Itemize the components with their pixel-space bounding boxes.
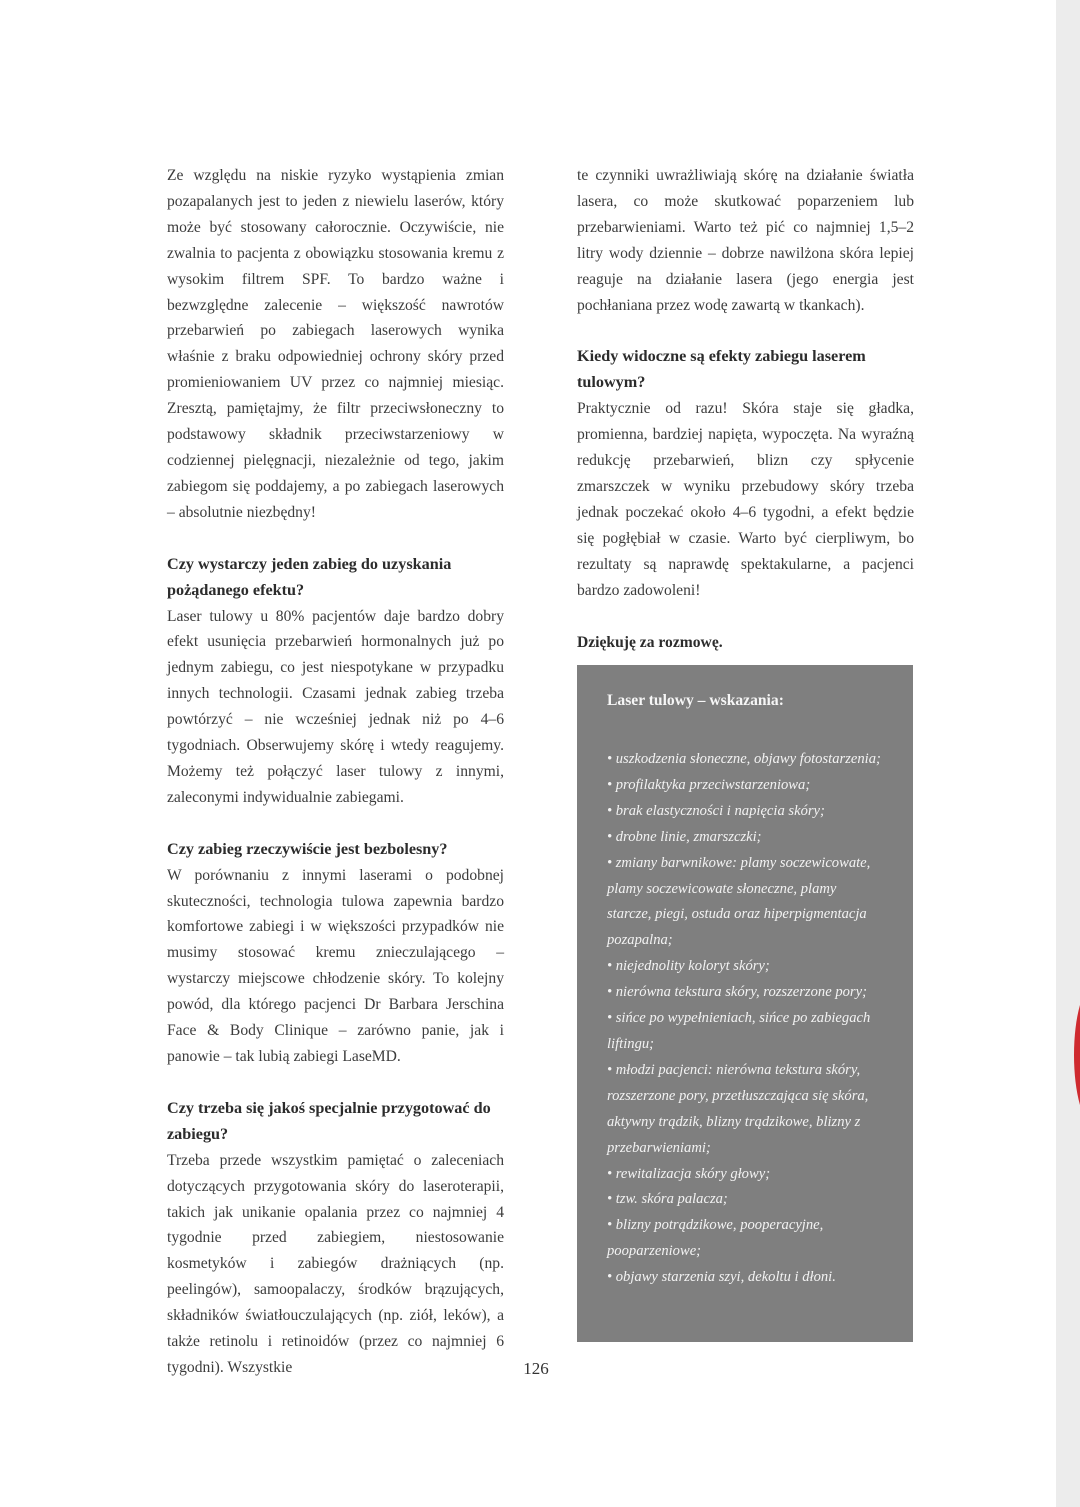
- indication-item: • młodzi pacjenci: nierówna tekstura skóry, rozszerzone pory, przetłuszczająca się skóra, aktywny trądzik, blizny trądzikowe, blizny z przebarwieniami;: [607, 1061, 869, 1156]
- indications-list: [607, 747, 883, 1291]
- answer-paragraph: Trzeba przede wszystkim pamiętać o zaleceniach dotyczących przygotowania skóry do laseroterapii, takich jak unikanie opalania przez co najmniej 4 tygodnie przed zabiegiem, niestosowanie kosmetyków i zabiegów drażniących (np. peelingów), samoopalaczy, środków brązujących, składników światłouczulających (np. ziół, leków), a także retinolu i retinoidów (przez co najmniej 6 tygodni). Wszystkie: [167, 1151, 504, 1376]
- intro-paragraph: Ze względu na niskie ryzyko wystąpienia zmian pozapalanych jest to jeden z niewielu laserów, który może być stosowany całorocznie. Oczywiście, nie zwalnia to pacjenta z obowiązku stosowania kremu z wysokim filtrem SPF. To bardzo ważne i bezwzględne zalecenie – większość nawrotów przebarwień po zabiegach laserowych wynika właśnie z braku odpowiedniej ochrony skóry przed promieniowaniem UV przez co najmniej miesiąc. Zresztą, pamiętajmy, że filtr przeciwsłoneczny to podstawowy składnik przeciwstarzeniowy w codziennej pielęgnacji, niezależnie od tego, jakim zabiegom się poddajemy, a po zabiegach laserowych – absolutnie niezbędny!: [167, 167, 504, 521]
- answer-paragraph: W porównaniu z innymi laserami o podobnej skuteczności, technologia tulowa zapewnia bardzo komfortowe zabiegi i w większości przypadków nie musimy stosować kremu znieczulającego – wystarczy miejscowe chłodzenie skóry. To kolejny powód, dla którego pacjenci Dr Barbara Jerschina Face & Body Clinique – zarówno panie, jak i panowie – tak lubią zabiegi LaseMD.: [167, 866, 504, 1065]
- indication-item: • brak elastyczności i napięcia skóry;: [607, 802, 825, 819]
- indication-item: • nierówna tekstura skóry, rozszerzone pory;: [607, 984, 867, 1001]
- continuation-paragraph: te czynniki uwrażliwiają skórę na działanie światła lasera, co może skutkować poparzeniem lub przebarwieniami. Warto też pić co najmniej 1,5–2 litry wody dziennie – dobrze nawilżona skóra lepiej reaguje na działanie lasera (jego energia jest pochłaniana przez wodę zawartą w tkankach).: [577, 167, 914, 314]
- indication-item: • profilaktyka przeciwstarzeniowa;: [607, 776, 811, 793]
- indication-item: • uszkodzenia słoneczne, objawy fotostarzenia;: [607, 751, 881, 767]
- indication-item: • blizny potrądzikowe, pooperacyjne, pooparzeniowe;: [607, 1217, 824, 1260]
- question-heading: Czy wystarczy jeden zabieg do uzyskania pożądanego efektu?: [167, 554, 452, 599]
- answer-paragraph: Laser tulowy u 80% pacjentów daje bardzo dobry efekt usunięcia przebarwień hormonalnych już po jednym zabiegu, co jest niespotykane w przypadku innych technologii. Czasami jednak zabieg trzeba powtórzyć – nie wcześniej jednak niż po 4–6 tygodniach. Obserwujemy skórę i wtedy reagujemy. Możemy też połączyć laser tulowy z innymi, zaleconymi indywidualnie zabiegami.: [167, 607, 504, 806]
- question-heading: Czy zabieg rzeczywiście jest bezbolesny?: [167, 839, 448, 858]
- indication-item: • tzw. skóra palacza;: [607, 1191, 728, 1208]
- indication-item: • niejednolity koloryt skóry;: [607, 958, 770, 975]
- question-heading: Czy trzeba się jakoś specjalnie przygotować do zabiegu?: [167, 1098, 491, 1143]
- page-edge-strip: [1056, 0, 1080, 1507]
- page-number: 126: [523, 1359, 549, 1378]
- left-column: [167, 163, 504, 1381]
- closing-thanks: Dziękuję za rozmowę.: [577, 633, 723, 651]
- answer-paragraph: Praktycznie od razu! Skóra staje się gładka, promienna, bardziej napięta, wypoczęta. Na wyraźną redukcję przebarwień, blizn czy spłycenie zmarszczek w wyniku przebudowy skóry trzeba jednak poczekać około 4–6 tygodni, a efekt będzie się pogłębiał w czasie. Warto być cierpliwym, bo rezultaty są naprawdę spektakularne, a pacjenci bardzo zadowoleni!: [577, 400, 914, 599]
- indication-item: • sińce po wypełnieniach, sińce po zabiegach liftingu;: [607, 1010, 871, 1052]
- indication-item: • zmiany barwnikowe: plamy soczewicowate, plamy soczewicowate słoneczne, plamy starcze, piegi, ostuda oraz hiperpigmentacja pozapalna;: [607, 854, 871, 949]
- right-column: [577, 163, 914, 655]
- indication-item: • drobne linie, zmarszczki;: [607, 828, 762, 845]
- indication-item: • rewitalizacja skóry głowy;: [607, 1165, 771, 1182]
- question-heading: Kiedy widoczne są efekty zabiegu laserem tulowym?: [577, 347, 866, 392]
- indications-box: [577, 665, 913, 1342]
- indication-item: • objawy starzenia szyi, dekoltu i dłoni.: [607, 1269, 836, 1286]
- indications-title: Laser tulowy – wskazania:: [607, 692, 784, 709]
